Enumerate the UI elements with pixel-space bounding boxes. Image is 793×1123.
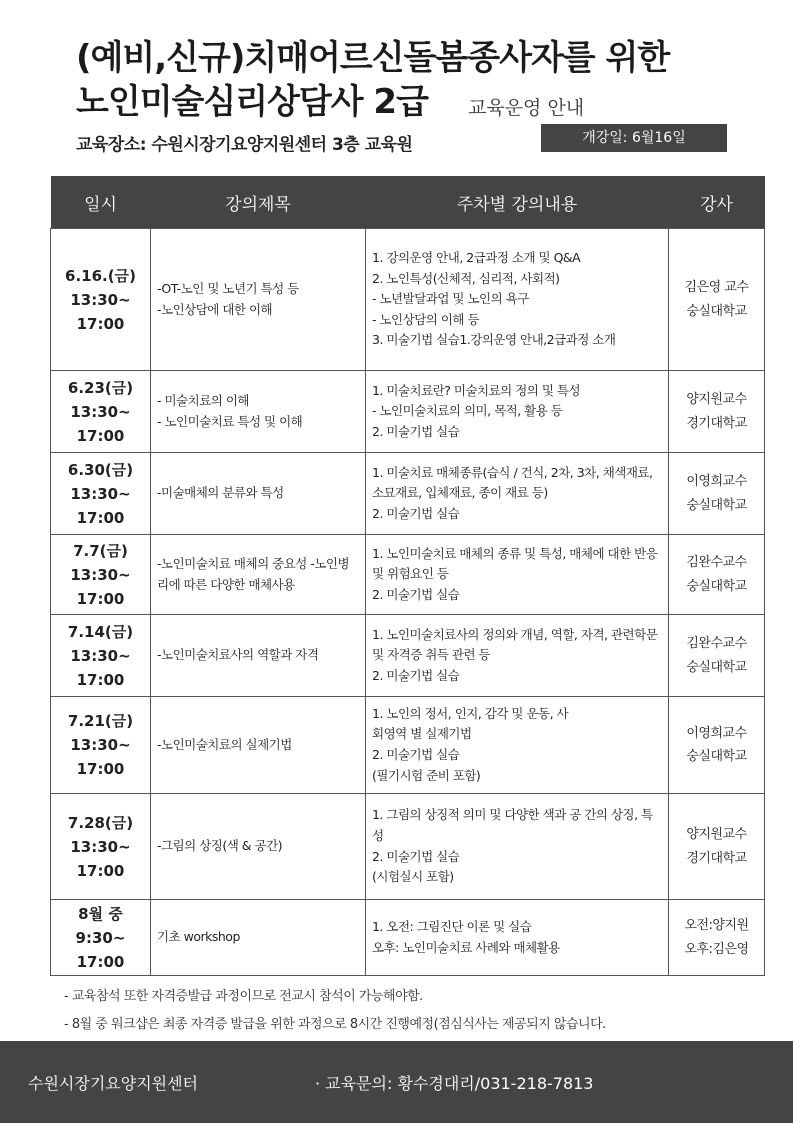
content-line: 2. 미술기법 실습 <box>372 423 460 439</box>
content-line: 2. 미술기법 실습 <box>372 586 460 602</box>
content-line: (시험실시 포함) <box>372 869 454 885</box>
topic-cell <box>151 535 366 615</box>
note-2: - 8월 중 워크샵은 최종 자격증 발급을 위한 과정으로 8시간 진행예정(점심식사는 제공되지 않습니다. <box>64 1017 606 1032</box>
date-line: 7.14(금) <box>67 622 134 641</box>
date-cell <box>51 794 151 900</box>
lecturer-cell <box>669 453 765 535</box>
lecturer-line: 양지원교수 <box>686 392 747 408</box>
lecturer-line: 숭실대학교 <box>686 659 747 675</box>
lecturer-line: 김완수교수 <box>686 555 747 571</box>
open-date-badge: 개강일: 6월16일 <box>541 124 727 152</box>
lecturer-cell <box>669 615 765 697</box>
table-row <box>51 229 765 371</box>
topic-line: 기초 workshop <box>157 929 240 945</box>
note-1: - 교육참석 또한 자격증발급 과정이므로 전교시 참석이 가능해야함. <box>64 989 423 1004</box>
date-line: 17:00 <box>76 314 125 333</box>
lecturer-line: 오후:김은영 <box>684 941 749 957</box>
date-line: 9:30~ <box>75 928 126 947</box>
content-line: 회영역 별 실제기법 <box>372 726 472 742</box>
topic-line: -미술매체의 분류와 특성 <box>157 485 284 501</box>
content-cell <box>366 535 669 615</box>
lecturer-line: 경기대학교 <box>686 850 747 866</box>
date-cell <box>51 371 151 453</box>
content-line: 2. 미술기법 실습 <box>372 747 460 762</box>
content-line: - 노년발달과업 및 노인의 욕구 <box>372 291 529 307</box>
title-line-2: 노인미술심리상담사 2급 <box>76 82 428 122</box>
lecturer-line: 경기대학교 <box>686 415 747 431</box>
content-line: 1. 오전: 그림진단 이론 및 실습 <box>372 918 532 934</box>
table-row <box>51 697 765 794</box>
content-line: 3. 미술기법 실습1.강의운영 안내,2급과정 소개 <box>372 332 616 348</box>
date-cell <box>51 615 151 697</box>
date-line: 17:00 <box>76 760 125 778</box>
date-line: 8월 중 <box>78 904 123 923</box>
table-header-row <box>51 176 765 229</box>
content-cell <box>366 697 669 794</box>
topic-line: -노인미술치료 매체의 중요성 -노인병리에 따른 다양한 매체사용 <box>157 555 350 592</box>
subtitle: 교육운영 안내 <box>468 97 585 119</box>
footer-contact: · 교육문의: 황수경대리/031-218-7813 <box>315 1074 594 1093</box>
content-line: 1. 노인의 정서, 인지, 감각 및 운동, 사 <box>372 705 569 721</box>
content-line: 1. 미술치료 매체종류(습식 / 건식, 2차, 3차, 채색재료, 소묘재료, 입체재료, 종이 재료 등) <box>372 464 653 501</box>
content-line: 1. 그림의 상징적 의미 및 다양한 색과 공 간의 상징, 특성 <box>372 807 653 843</box>
topic-line: - 노인미술치료 특성 및 이해 <box>157 413 303 429</box>
content-line: 2. 미술기법 실습 <box>372 667 460 683</box>
content-line: 2. 미술기법 실습 <box>372 848 460 864</box>
table-row <box>51 794 765 900</box>
content-line: - 노인상담의 이해 등 <box>372 311 480 327</box>
table-row <box>51 371 765 453</box>
content-line: (필기시험 준비 포함) <box>372 767 481 783</box>
date-line: 17:00 <box>76 589 125 608</box>
date-line: 13:30~ <box>70 565 131 584</box>
table-row <box>51 535 765 615</box>
lecturer-line: 이영희교수 <box>686 725 747 741</box>
date-cell <box>51 697 151 794</box>
lecturer-line: 김완수교수 <box>686 636 747 652</box>
date-line: 6.30(금) <box>67 460 134 479</box>
content-cell <box>366 371 669 453</box>
date-cell <box>51 900 151 976</box>
topic-cell <box>151 900 366 976</box>
lecturer-cell <box>669 535 765 615</box>
lecturer-line: 숭실대학교 <box>686 497 747 513</box>
table-row <box>51 453 765 535</box>
schedule-table <box>50 176 765 976</box>
topic-line: - 미술치료의 이해 <box>157 392 249 408</box>
header-lecturer: 강사 <box>669 176 765 229</box>
content-line: 1. 노인미술치료사의 정의와 개념, 역할, 자격, 관련학문 및 자격증 취득 관련 등 <box>372 626 658 663</box>
date-line: 13:30~ <box>70 837 131 856</box>
date-line: 17:00 <box>76 861 125 880</box>
content-line: 2. 노인특성(신체적, 심리적, 사회적) <box>372 270 560 286</box>
footer <box>0 1041 793 1123</box>
topic-line: -그림의 상징(색 & 공간) <box>157 838 283 854</box>
header-date: 일시 <box>51 176 151 229</box>
topic-line: -노인미술치료의 실제기법 <box>157 736 292 752</box>
header-content: 주차별 강의내용 <box>366 176 669 229</box>
notes <box>64 985 606 1041</box>
table-row <box>51 900 765 976</box>
lecturer-line: 양지원교수 <box>686 827 747 843</box>
header-topic: 강의제목 <box>151 176 366 229</box>
date-line: 6.23(금) <box>67 378 134 397</box>
lecturer-line: 숭실대학교 <box>686 303 747 319</box>
date-line: 7.7(금) <box>73 541 128 560</box>
date-line: 13:30~ <box>70 646 131 665</box>
topic-line: -OT-노인 및 노년기 특성 등 <box>157 280 299 296</box>
date-line: 6.16.(금) <box>65 266 136 285</box>
date-line: 7.21(금) <box>67 712 134 730</box>
topic-cell <box>151 794 366 900</box>
content-cell <box>366 900 669 976</box>
date-line: 17:00 <box>76 508 125 527</box>
lecturer-cell <box>669 371 765 453</box>
date-line: 13:30~ <box>70 736 131 754</box>
content-line: 1. 미술치료란? 미술치료의 정의 및 특성 <box>372 382 581 398</box>
topic-line: -노인상담에 대한 이해 <box>157 301 273 317</box>
content-line: 오후: 노인미술치료 사례와 매체활용 <box>372 939 560 955</box>
content-cell <box>366 229 669 371</box>
lecturer-cell <box>669 697 765 794</box>
date-line: 13:30~ <box>70 290 131 309</box>
lecturer-line: 숭실대학교 <box>686 578 747 594</box>
lecturer-line: 숭실대학교 <box>686 749 747 764</box>
topic-cell <box>151 371 366 453</box>
date-line: 13:30~ <box>70 402 131 421</box>
date-line: 7.28(금) <box>67 813 134 832</box>
date-line: 13:30~ <box>70 484 131 503</box>
table-row <box>51 615 765 697</box>
lecturer-cell <box>669 794 765 900</box>
date-line: 17:00 <box>76 670 125 689</box>
lecturer-cell <box>669 900 765 976</box>
lecturer-line: 김은영 교수 <box>684 280 749 296</box>
date-cell <box>51 453 151 535</box>
venue: 교육장소: 수원시장기요양지원센터 3층 교육원 <box>76 135 413 155</box>
content-cell <box>366 615 669 697</box>
content-line: 1. 강의운영 안내, 2급과정 소개 및 Q&A <box>372 249 581 265</box>
date-line: 17:00 <box>76 952 125 971</box>
topic-cell <box>151 615 366 697</box>
date-cell <box>51 535 151 615</box>
content-line: 1. 노인미술치료 매체의 종류 및 특성, 매체에 대한 반응 및 위험요인 등 <box>372 545 658 582</box>
footer-org: 수원시장기요양지원센터 <box>28 1074 199 1093</box>
topic-cell <box>151 229 366 371</box>
content-line: - 노인미술치료의 의미, 목적, 활용 등 <box>372 403 563 419</box>
content-cell <box>366 794 669 900</box>
lecturer-line: 오전:양지원 <box>684 918 749 934</box>
content-cell <box>366 453 669 535</box>
topic-line: -노인미술치료사의 역할과 자격 <box>157 647 319 663</box>
lecturer-line: 이영희교수 <box>686 474 747 490</box>
lecturer-cell <box>669 229 765 371</box>
date-line: 17:00 <box>76 426 125 445</box>
date-cell <box>51 229 151 371</box>
topic-cell <box>151 453 366 535</box>
content-line: 2. 미술기법 실습 <box>372 505 460 521</box>
title-line-1: (예비,신규)치매어르신돌봄종사자를 위한 <box>76 38 670 78</box>
topic-cell <box>151 697 366 794</box>
